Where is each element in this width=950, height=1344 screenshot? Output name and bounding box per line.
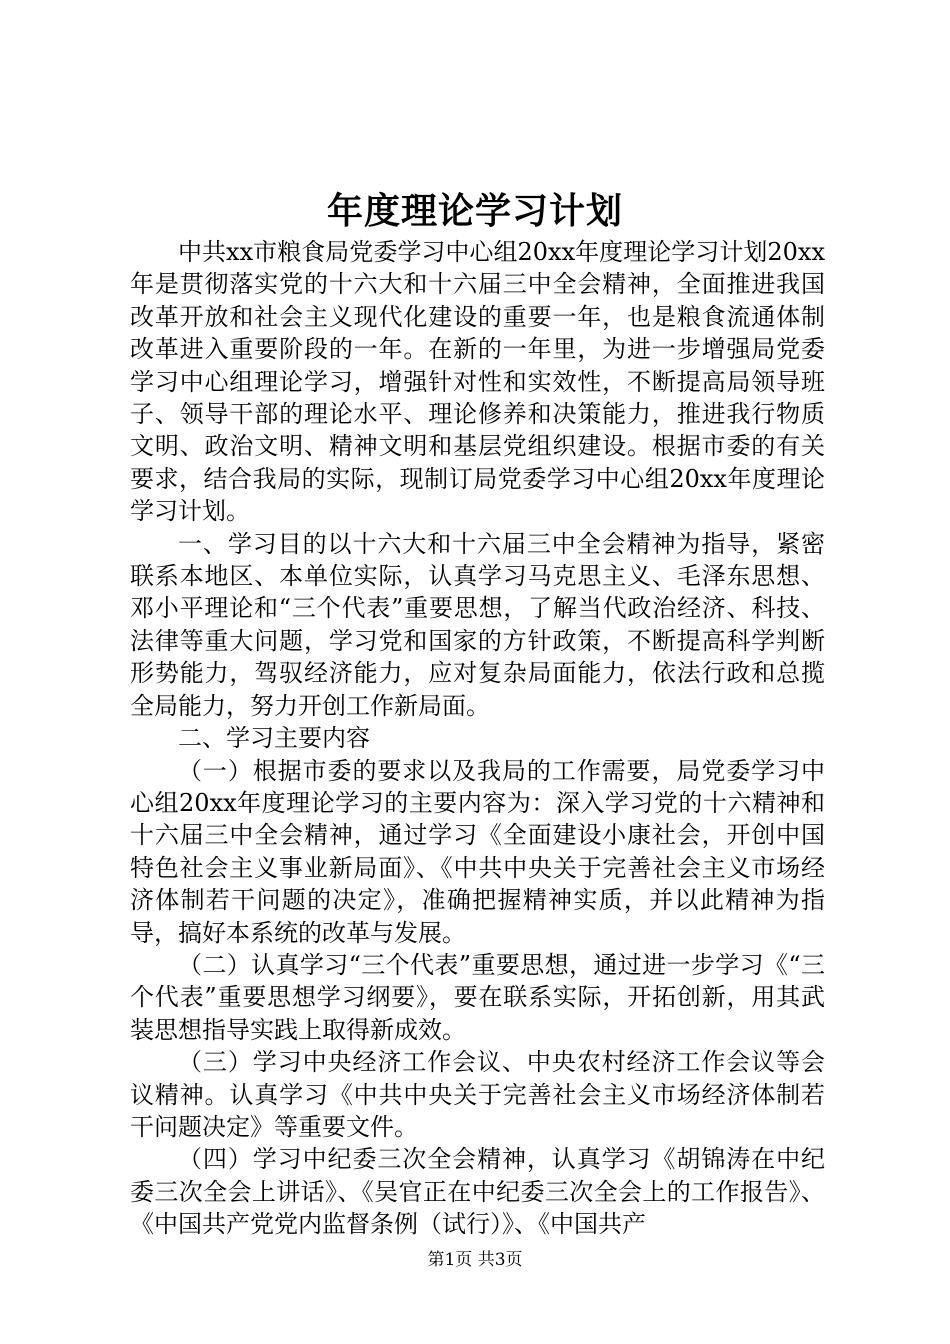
- paragraph-item-1: （一）根据市委的要求以及我局的工作需要，局党委学习中心组20xx年度理论学习的主要内容为：深入学习党的十六精神和十六届三中全会精神，通过学习《全面建设小康社会，开创中国特色社会主义事业新局面》、《中共中央关于完善社会主义市场经济体制若干问题的决定》，准确把握精神实质，并以此精神为指导，搞好本系统的改革与发展。: [130, 756, 825, 947]
- page-footer: 第1页 共3页: [427, 1250, 523, 1270]
- document-body: [130, 236, 825, 1241]
- paragraph-section-2-heading: 二、学习主要内容: [178, 724, 370, 753]
- paragraph-item-3: （三）学习中央经济工作会议、中央农村经济工作会议等会议精神。认真学习《中共中央关于完善社会主义市场经济体制若干问题决定》等重要文件。: [130, 1048, 825, 1141]
- paragraph-intro: 中共xx市粮食局党委学习中心组20xx年度理论学习计划20xx年是贯彻落实党的十六大和十六届三中全会精神，全面推进我国改革开放和社会主义现代化建设的重要一年，也是粮食流通体制改革进入重要阶段的一年。在新的一年里，为进一步增强局党委学习中心组理论学习，增强针对性和实效性，不断提高局领导班子、领导干部的理论水平、理论修养和决策能力，推进我行物质文明、政治文明、精神文明和基层党组织建设。根据市委的有关要求，结合我局的实际，现制订局党委学习中心组20xx年度理论学习计划。: [130, 238, 825, 526]
- document-title: 年度理论学习计划: [326, 190, 623, 232]
- paragraph-item-2: （二）认真学习“三个代表”重要思想，通过进一步学习《“三个代表”重要思想学习纲要》，要在联系实际，开拓创新，用其武装思想指导实践上取得新成效。: [130, 950, 825, 1044]
- paragraph-item-4: （四）学习中纪委三次全会精神，认真学习《胡锦涛在中纪委三次全会上讲话》、《吴官正在中纪委三次全会上的工作报告》、《中国共产党党内监督条例（试行）》、《中国共产: [130, 1145, 825, 1239]
- paragraph-section-1: 一、学习目的以十六大和十六届三中全会精神为指导，紧密联系本地区、本单位实际，认真学习马克思主义、毛泽东思想、邓小平理论和“三个代表”重要思想，了解当代政治经济、科技、法律等重大问题，学习党和国家的方针政策，不断提高科学判断形势能力，驾驭经济能力，应对复杂局面能力，依法行政和总揽全局能力，努力开创工作新局面。: [130, 529, 825, 720]
